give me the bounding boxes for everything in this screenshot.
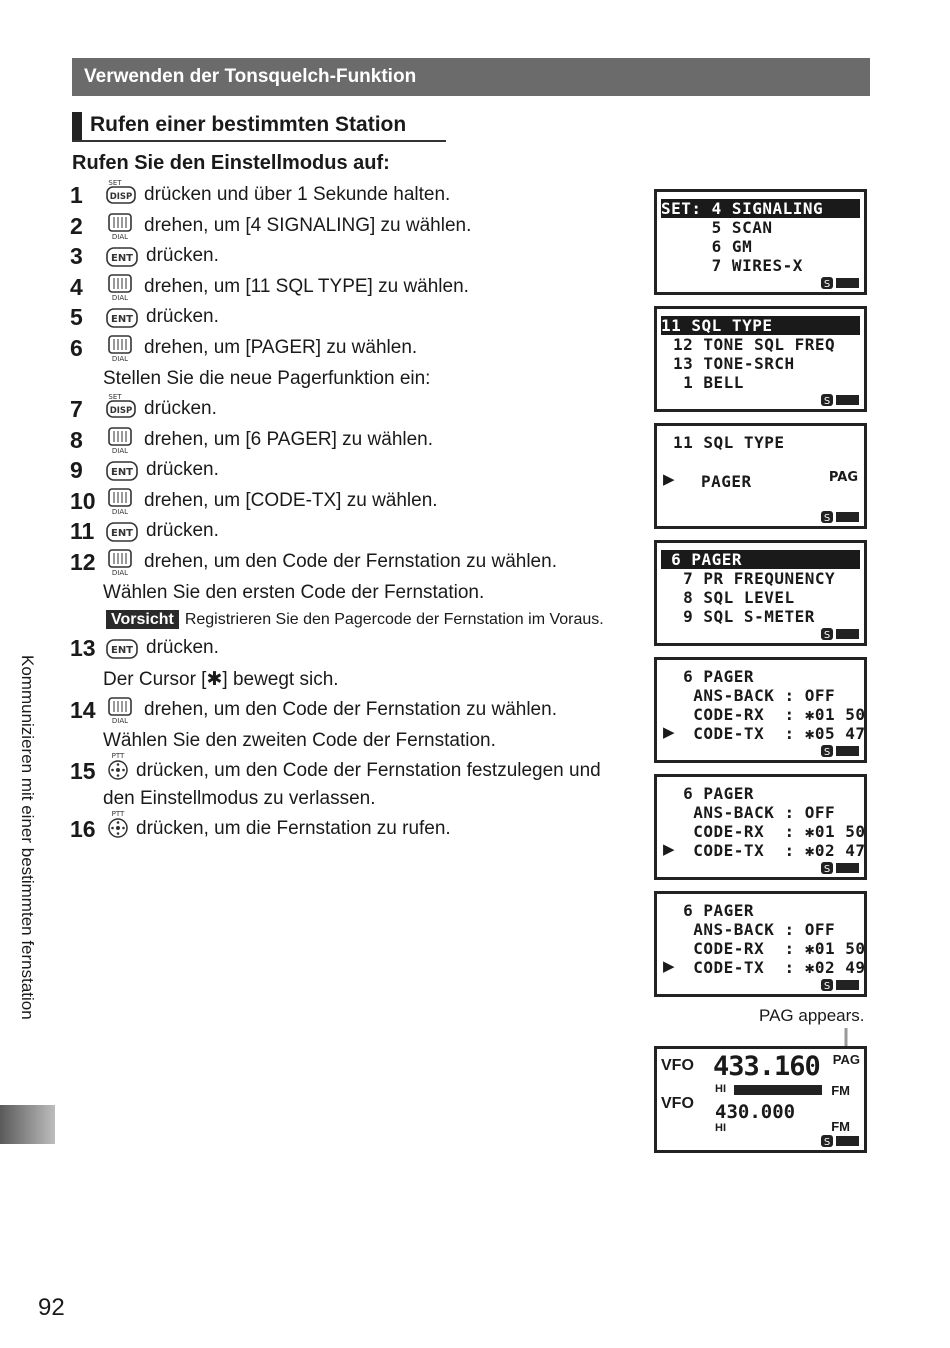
battery-icon bbox=[821, 979, 859, 991]
svg-text:PTT: PTT bbox=[111, 752, 125, 760]
svg-text:S: S bbox=[823, 981, 831, 991]
lcd-line: 5 SCAN bbox=[661, 218, 773, 237]
lcd-line: CODE-TX : ✱05 47 bbox=[673, 724, 866, 743]
battery-icon bbox=[821, 628, 859, 640]
step-text: drehen, um [4 SIGNALING] zu wählen. bbox=[144, 215, 472, 236]
svg-text:SET: SET bbox=[108, 393, 122, 401]
lcd-line: ANS-BACK : OFF bbox=[673, 920, 836, 939]
step-text: drücken. bbox=[146, 637, 219, 658]
lcd-line: CODE-TX : ✱02 49 bbox=[673, 958, 866, 977]
lcd-line: ANS-BACK : OFF bbox=[673, 686, 836, 705]
note-after-12: Wählen Sie den ersten Code der Fernstation. bbox=[103, 582, 485, 603]
battery-icon bbox=[821, 1135, 859, 1147]
lcd-line: 12 TONE SQL FREQ bbox=[673, 335, 836, 354]
ptt-key-icon bbox=[106, 751, 134, 787]
lcd-line: 11 SQL TYPE bbox=[673, 433, 785, 452]
lcd-line: 6 PAGER bbox=[661, 550, 860, 569]
vfo-label-b: VFO bbox=[661, 1095, 694, 1112]
cursor-arrow-icon: ▶ bbox=[663, 471, 675, 488]
dial-icon bbox=[106, 335, 136, 369]
svg-text:S: S bbox=[823, 630, 831, 640]
subheading-marker bbox=[72, 112, 82, 140]
ent-key-icon bbox=[106, 243, 140, 277]
cursor-arrow-icon: ▶ bbox=[663, 724, 675, 741]
step-number: 3 bbox=[70, 243, 83, 269]
svg-text:PTT: PTT bbox=[111, 810, 125, 818]
page-number: 92 bbox=[38, 1294, 65, 1321]
svg-text:DIAL: DIAL bbox=[111, 233, 129, 241]
svg-text:S: S bbox=[823, 747, 831, 757]
svg-text:S: S bbox=[823, 279, 831, 289]
pag-appears-note: PAG appears. bbox=[759, 1006, 865, 1025]
svg-text:S: S bbox=[823, 864, 831, 874]
dial-icon bbox=[106, 549, 136, 583]
step-number: 9 bbox=[70, 457, 83, 483]
step-number: 7 bbox=[70, 396, 83, 422]
svg-text:DIAL: DIAL bbox=[111, 508, 129, 516]
lcd-line: 6 PAGER bbox=[673, 784, 755, 803]
step-number: 15 bbox=[70, 758, 96, 784]
svg-text:DIAL: DIAL bbox=[111, 447, 129, 455]
battery-icon bbox=[821, 394, 859, 406]
svg-text:S: S bbox=[823, 396, 831, 406]
note-after-6: Stellen Sie die neue Pagerfunktion ein: bbox=[103, 368, 431, 389]
ptt-key-icon bbox=[106, 809, 134, 845]
battery-icon bbox=[821, 862, 859, 874]
step-text: drehen, um den Code der Fernstation zu wählen. bbox=[144, 699, 557, 720]
power-hi-label: HI bbox=[715, 1083, 726, 1095]
svg-text:SET: SET bbox=[108, 179, 122, 187]
lcd-line: PAGER bbox=[701, 472, 752, 491]
step-text: drücken. bbox=[146, 520, 219, 541]
step-text: drücken und über 1 Sekunde halten. bbox=[144, 184, 451, 205]
lcd-screen-sql-type-menu bbox=[654, 306, 867, 412]
s-meter-icon bbox=[734, 1085, 822, 1095]
step-number: 12 bbox=[70, 549, 96, 575]
caution-text: Registrieren Sie den Pagercode der Fernstation im Voraus. bbox=[184, 611, 604, 628]
lcd-line: 6 PAGER bbox=[673, 667, 755, 686]
svg-text:DIAL: DIAL bbox=[111, 569, 129, 577]
lcd-screen-vfo-display bbox=[654, 1046, 867, 1153]
svg-text:S: S bbox=[823, 1137, 831, 1147]
mode-fm-label: FM bbox=[831, 1083, 850, 1098]
step-text: drehen, um [CODE-TX] zu wählen. bbox=[144, 490, 438, 511]
side-chapter-label: Kommunizieren mit einer bestimmten fernstation bbox=[18, 655, 37, 1020]
svg-text:DIAL: DIAL bbox=[111, 717, 129, 725]
lcd-line: 11 SQL TYPE bbox=[661, 316, 860, 335]
step-text: drehen, um den Code der Fernstation zu wählen. bbox=[144, 551, 557, 572]
set-disp-key-icon bbox=[106, 392, 140, 426]
step-number: 1 bbox=[70, 182, 83, 208]
pag-indicator: PAG bbox=[828, 470, 858, 485]
step-number: 10 bbox=[70, 488, 96, 514]
lcd-line: ANS-BACK : OFF bbox=[673, 803, 836, 822]
step-text: drehen, um [6 PAGER] zu wählen. bbox=[144, 429, 434, 450]
chapter-tab bbox=[0, 1105, 55, 1144]
lcd-line: 13 TONE-SRCH bbox=[673, 354, 795, 373]
lcd-screen-sql-type-pager bbox=[654, 423, 867, 529]
caution-badge: Vorsicht bbox=[106, 610, 179, 629]
step-number: 5 bbox=[70, 304, 83, 330]
svg-text:ENT: ENT bbox=[110, 253, 134, 264]
svg-text:ENT: ENT bbox=[110, 314, 134, 325]
section-header-bar bbox=[72, 58, 870, 96]
svg-text:DISP: DISP bbox=[109, 192, 133, 202]
step-number: 2 bbox=[70, 213, 83, 239]
step-text: drehen, um [11 SQL TYPE] zu wählen. bbox=[144, 276, 469, 297]
dial-icon bbox=[106, 274, 136, 308]
cursor-arrow-icon: ▶ bbox=[663, 841, 675, 858]
frequency-b: 430.000 bbox=[715, 1101, 796, 1123]
lcd-line: 8 SQL LEVEL bbox=[673, 588, 795, 607]
note-after-13: Der Cursor [✱] bewegt sich. bbox=[103, 669, 339, 690]
battery-icon bbox=[821, 511, 859, 523]
mode-fm-label: FM bbox=[831, 1119, 850, 1134]
step-number: 14 bbox=[70, 697, 96, 723]
step-number: 6 bbox=[70, 335, 83, 361]
svg-text:DISP: DISP bbox=[109, 406, 133, 416]
lcd-line: CODE-RX : ✱01 50 bbox=[673, 822, 866, 841]
dial-icon bbox=[106, 427, 136, 461]
frequency-a: 433.160 bbox=[713, 1051, 820, 1082]
svg-text:S: S bbox=[823, 513, 831, 523]
ent-key-icon bbox=[106, 304, 140, 338]
step-text: drücken. bbox=[146, 306, 219, 327]
lcd-line: CODE-RX : ✱01 50 bbox=[673, 939, 866, 958]
lcd-line: CODE-RX : ✱01 50 bbox=[673, 705, 866, 724]
step-text: drücken. bbox=[144, 398, 217, 419]
vfo-label-a: VFO bbox=[661, 1057, 694, 1074]
lcd-line: 9 SQL S-METER bbox=[673, 607, 815, 626]
svg-text:ENT: ENT bbox=[110, 467, 134, 478]
dial-icon bbox=[106, 697, 136, 731]
subheading-title: Rufen einer bestimmten Station bbox=[90, 113, 407, 136]
battery-icon bbox=[821, 277, 859, 289]
lcd-screen-pager-code-3 bbox=[654, 891, 867, 997]
lcd-screen-pager-menu bbox=[654, 540, 867, 646]
lcd-line: 6 PAGER bbox=[673, 901, 755, 920]
lcd-screen-signaling bbox=[654, 189, 867, 295]
step-text: drehen, um [PAGER] zu wählen. bbox=[144, 337, 418, 358]
step-number: 8 bbox=[70, 427, 83, 453]
caution-note bbox=[106, 611, 604, 629]
lcd-screen-pager-code-2 bbox=[654, 774, 867, 880]
ent-key-icon bbox=[106, 457, 140, 491]
step-text: drücken, um den Code der Fernstation festzulegen und bbox=[136, 760, 601, 781]
note-after-15: den Einstellmodus zu verlassen. bbox=[103, 788, 376, 809]
ent-key-icon bbox=[106, 518, 140, 552]
svg-text:DIAL: DIAL bbox=[111, 355, 129, 363]
step-number: 13 bbox=[70, 635, 96, 661]
svg-text:ENT: ENT bbox=[110, 528, 134, 539]
lcd-line: SET: 4 SIGNALING bbox=[661, 199, 860, 218]
step-text: drücken. bbox=[146, 459, 219, 480]
lcd-line: 7 PR FREQUNENCY bbox=[673, 569, 836, 588]
step-number: 4 bbox=[70, 274, 83, 300]
step-text: drücken, um die Fernstation zu rufen. bbox=[136, 818, 451, 839]
svg-text:DIAL: DIAL bbox=[111, 294, 129, 302]
set-disp-key-icon bbox=[106, 178, 140, 212]
pag-indicator: PAG bbox=[832, 1052, 860, 1067]
step-number: 11 bbox=[70, 518, 95, 544]
step-text: drücken. bbox=[146, 245, 219, 266]
note-after-14: Wählen Sie den zweiten Code der Fernstation. bbox=[103, 730, 496, 751]
svg-text:ENT: ENT bbox=[110, 645, 134, 656]
power-hi-label: HI bbox=[715, 1122, 726, 1134]
header-title: Verwenden der Tonsquelch-Funktion bbox=[84, 66, 417, 87]
lcd-line: CODE-TX : ✱02 47 bbox=[673, 841, 866, 860]
subheading bbox=[72, 112, 446, 142]
cursor-arrow-icon: ▶ bbox=[663, 958, 675, 975]
lcd-line: 1 BELL bbox=[673, 373, 744, 392]
lcd-screen-pager-code-1 bbox=[654, 657, 867, 763]
battery-icon bbox=[821, 745, 859, 757]
step-number: 16 bbox=[70, 816, 96, 842]
intro-text: Rufen Sie den Einstellmodus auf: bbox=[72, 152, 390, 174]
lcd-line: 7 WIRES-X bbox=[661, 256, 803, 275]
lcd-line: 6 GM bbox=[661, 237, 753, 256]
ent-key-icon bbox=[106, 635, 140, 669]
dial-icon bbox=[106, 213, 136, 247]
dial-icon bbox=[106, 488, 136, 522]
